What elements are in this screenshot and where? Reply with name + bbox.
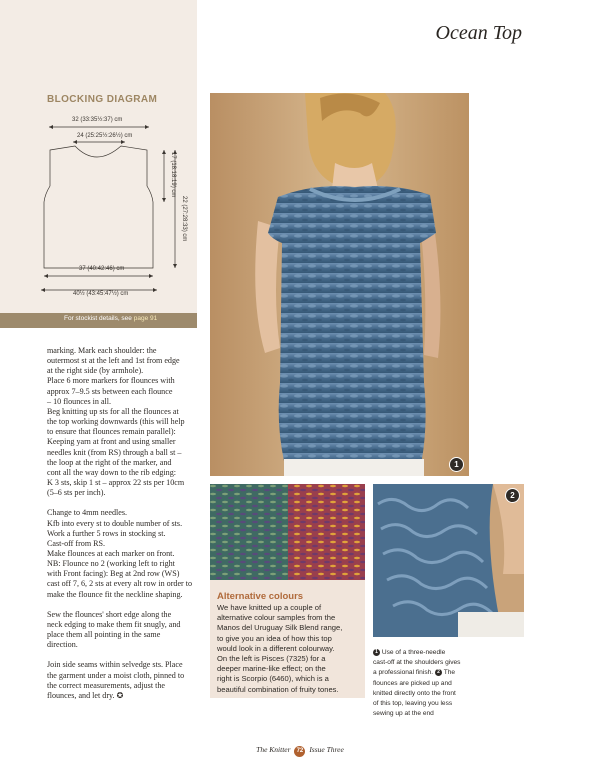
instruction-line: at the right side (by armhole).: [47, 366, 144, 376]
instruction-line: the garment under a moist cloth, pinned to: [47, 670, 185, 680]
instruction-line: marking. Mark each shoulder: the: [47, 346, 157, 355]
instruction-line: NB: Flounce no 2 (working left to right: [47, 559, 175, 569]
caption-line: flounces are picked up and: [373, 679, 452, 687]
instruction-paragraph: [47, 346, 207, 498]
alt-line: to give you an idea of how this top: [217, 633, 332, 643]
dim-neck-width: 24 (25:25½:26½) cm: [77, 133, 133, 139]
stockist-page-link[interactable]: page 91: [133, 315, 158, 322]
instruction-line: Beg knitting up sts for all the flounces at: [47, 406, 179, 416]
alt-line: On the left is Pisces (7325) for a: [217, 654, 326, 664]
caption-line: a professional finish.: [373, 669, 434, 677]
instruction-line: make the flounce fit the neckline shaping.: [47, 589, 183, 599]
page-title: Ocean Top: [435, 22, 522, 44]
dim-hem-width: 40½ (43:45:47½) cm: [73, 291, 129, 297]
pattern-instructions: [47, 346, 207, 711]
caption-line: Use of a three-needle: [381, 649, 446, 656]
caption-line: sewing up at the end: [373, 710, 434, 718]
dim-length: 22 (27:28:33) cm: [181, 196, 187, 242]
flounce-detail-photo: [373, 484, 524, 637]
caption-number-2: 2: [435, 669, 442, 676]
instruction-line: Kfb into every st to double number of sts.: [47, 518, 183, 528]
caption-number-1: 1: [373, 649, 380, 656]
instruction-line: Keeping yarn at front and using smaller: [47, 437, 176, 447]
caption-line: The: [443, 669, 456, 677]
instruction-line: place them all pointing in the same: [47, 630, 161, 640]
caption-line: of this top, leaving you less: [373, 700, 453, 708]
instruction-line: the top working downwards (this will help: [47, 417, 185, 427]
alt-line: beautiful combination of fruity tones.: [217, 684, 339, 694]
photo-badge-2: 2: [505, 488, 520, 503]
instruction-paragraph: [47, 610, 207, 651]
stockist-note: For stockist details, see page 91: [64, 315, 158, 322]
garment-outline: [44, 146, 153, 268]
instruction-line: Make flounces at each marker on front.: [47, 548, 175, 558]
footer-magazine: The Knitter: [256, 745, 291, 754]
alternative-colours-title: Alternative colours: [217, 591, 304, 602]
alt-line: would look in a different colourway.: [217, 643, 335, 653]
instruction-line: flounces, and let dry. ✪: [47, 690, 124, 700]
instruction-line: Place 6 more markers for flounces with: [47, 376, 175, 386]
alt-line: Manos del Uruguay Silk Blend range,: [217, 623, 343, 633]
instruction-line: Work a further 5 rows in stocking st.: [47, 528, 166, 538]
instruction-line: cast off 7, 6, 2 sts at every alt row in order to: [47, 579, 193, 589]
instruction-line: Change to 4mm needles.: [47, 508, 128, 518]
instruction-line: needles knit (from RS) through a ball st –: [47, 447, 182, 457]
instruction-line: neck edging to make them fit snugly, and: [47, 619, 181, 629]
instruction-line: Sew the flounces' short edge along the: [47, 609, 172, 619]
instruction-line: Cast-off from RS.: [47, 538, 106, 548]
instruction-line: approx 7–9.5 sts between each flounce: [47, 386, 173, 396]
caption-line: knitted directly onto the front: [373, 689, 456, 697]
alt-line: right is Scorpio (6460), which is a: [217, 674, 329, 684]
instruction-paragraph: [47, 508, 207, 599]
main-photo: [210, 93, 469, 476]
instruction-line: the loop at the right of the marker, and: [47, 457, 172, 467]
alt-line: alternative colour samples from the: [217, 613, 336, 623]
instruction-line: Join side seams within selvedge sts. Place: [47, 660, 183, 670]
instruction-line: with Front facing): Beg at 2nd row (WS): [47, 569, 180, 579]
alt-line: We have knitted up a couple of: [217, 603, 322, 612]
dim-top-width: 32 (33:35½:37) cm: [72, 117, 123, 123]
instruction-line: to ensure that flounces remain parallel):: [47, 427, 176, 437]
instruction-paragraph: [47, 660, 207, 701]
instruction-line: K 3 sts, skip 1 st – approx 22 sts per 10cm: [47, 478, 185, 488]
alt-line: deeper marine-like effect; on the: [217, 664, 326, 674]
instruction-line: the correct measurements, adjust the: [47, 680, 165, 690]
instruction-line: outermost st at the left and 1st from edge: [47, 356, 180, 366]
instruction-line: – 10 flounces in all.: [47, 396, 112, 406]
footer-issue: Issue Three: [309, 745, 344, 754]
alternative-colours-text: [217, 603, 362, 695]
caption-line: cast-off at the shoulders gives: [373, 659, 461, 667]
page-footer: [0, 745, 600, 757]
colour-swatch-photo: [210, 484, 365, 580]
footer-page-number: 72: [294, 746, 305, 757]
dim-armhole-depth: 17 (18:18:19) cm: [170, 152, 176, 198]
instruction-line: cont all the way down to the rib edging:: [47, 467, 177, 477]
photo-caption: [373, 648, 523, 719]
instruction-line: (5–6 sts per inch).: [47, 488, 106, 498]
photo-badge-1: 1: [449, 457, 464, 472]
instruction-line: direction.: [47, 640, 78, 650]
diagram-heading: BLOCKING DIAGRAM: [47, 94, 158, 105]
dim-lower-width: 37 (40:42:46) cm: [79, 266, 125, 272]
